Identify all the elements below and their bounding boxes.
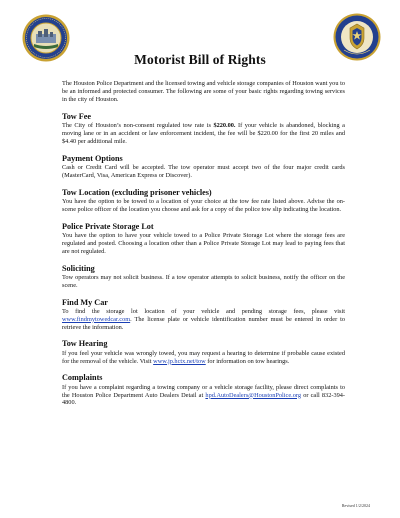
section-heading: Tow Hearing [62, 339, 108, 349]
intro-paragraph: The Houston Police Department and the licensed towing and vehicle storage companies of Houston want you to be an informed and protected consumer. The following are some of your basic rights regarding towing services in the city of Houston. [62, 80, 345, 103]
page-title: Motorist Bill of Rights [134, 52, 266, 67]
body-text: To find the storage lot location of your vehicle and pending storage fees, please visit [62, 307, 345, 315]
body-text: or call 832-394-4800. [62, 391, 345, 407]
sections-container [62, 112, 345, 408]
body-text: . The license plate or vehicle identification number must be entered in order to retrieve the information. [62, 315, 345, 331]
section-body [62, 308, 345, 332]
body-text: You have the option to be towed to a location of your choice at the tow fee rate listed above. Advise the on-scene police officer of the location you choose and ask for a copy of the police tow slip indicating the location. [62, 197, 345, 213]
section-body [62, 350, 345, 366]
revised-date: Revised 1/2/2024 [341, 503, 370, 508]
section-heading: Tow Location (excluding prisoner vehicles) [62, 187, 212, 197]
section-heading: Payment Options [62, 153, 123, 163]
section-body [62, 164, 345, 180]
section-heading: Complaints [62, 373, 103, 383]
body-text: Cash or Credit Card will be accepted. The tow operator must accept two of the four major credit cards (MasterCard, Visa, American Express or Discover). [62, 163, 345, 179]
section-link[interactable]: www.jp.hctx.net/tow [153, 357, 206, 365]
section-heading: Tow Fee [62, 111, 92, 121]
emphasized-text: $220.00. [213, 121, 236, 129]
section-heading: Police Private Storage Lot [62, 221, 154, 231]
body-text: If your vehicle is abandoned, blocking a moving lane or in an accident or law enforcement incident, the fee will be $220.00 for the first 20 miles and $4.40 per additional mile. [62, 121, 345, 145]
body-text: for information on tow hearings. [205, 357, 290, 365]
body-text: The City of Houston’s non-consent regulated tow rate is [62, 121, 214, 129]
document-body [62, 80, 345, 407]
body-text: If you have a complaint regarding a towing company or a vehicle storage facility, please direct complaints to the Houston Police Department Auto Dealers Detail at [62, 383, 345, 399]
body-text: You have the option to have your vehicle towed to a Police Private Storage Lot where the storage fees are regulated and posted. Choosing a location other than a Police Private Storage Lot may lead to paying fees that are not regulated. [62, 231, 345, 255]
section-body [62, 274, 345, 290]
section-heading: Find My Car [62, 297, 108, 307]
section-heading: Soliciting [62, 263, 95, 273]
body-text: If you feel your vehicle was wrongly towed, you may request a hearing to determine if probable cause existed for the removal of the vehicle. Visit [62, 349, 345, 365]
section-body [62, 122, 345, 146]
section-body [62, 384, 345, 408]
body-text: Tow operators may not solicit business. If a tow operator attempts to solicit business, notify the officer on the scene. [62, 273, 345, 289]
section-body [62, 232, 345, 256]
section-body [62, 198, 345, 214]
section-link[interactable]: hpd.AutoDealers@HoustonPolice.org [205, 391, 301, 399]
section-link[interactable]: www.findmytowedcar.com [62, 315, 131, 323]
